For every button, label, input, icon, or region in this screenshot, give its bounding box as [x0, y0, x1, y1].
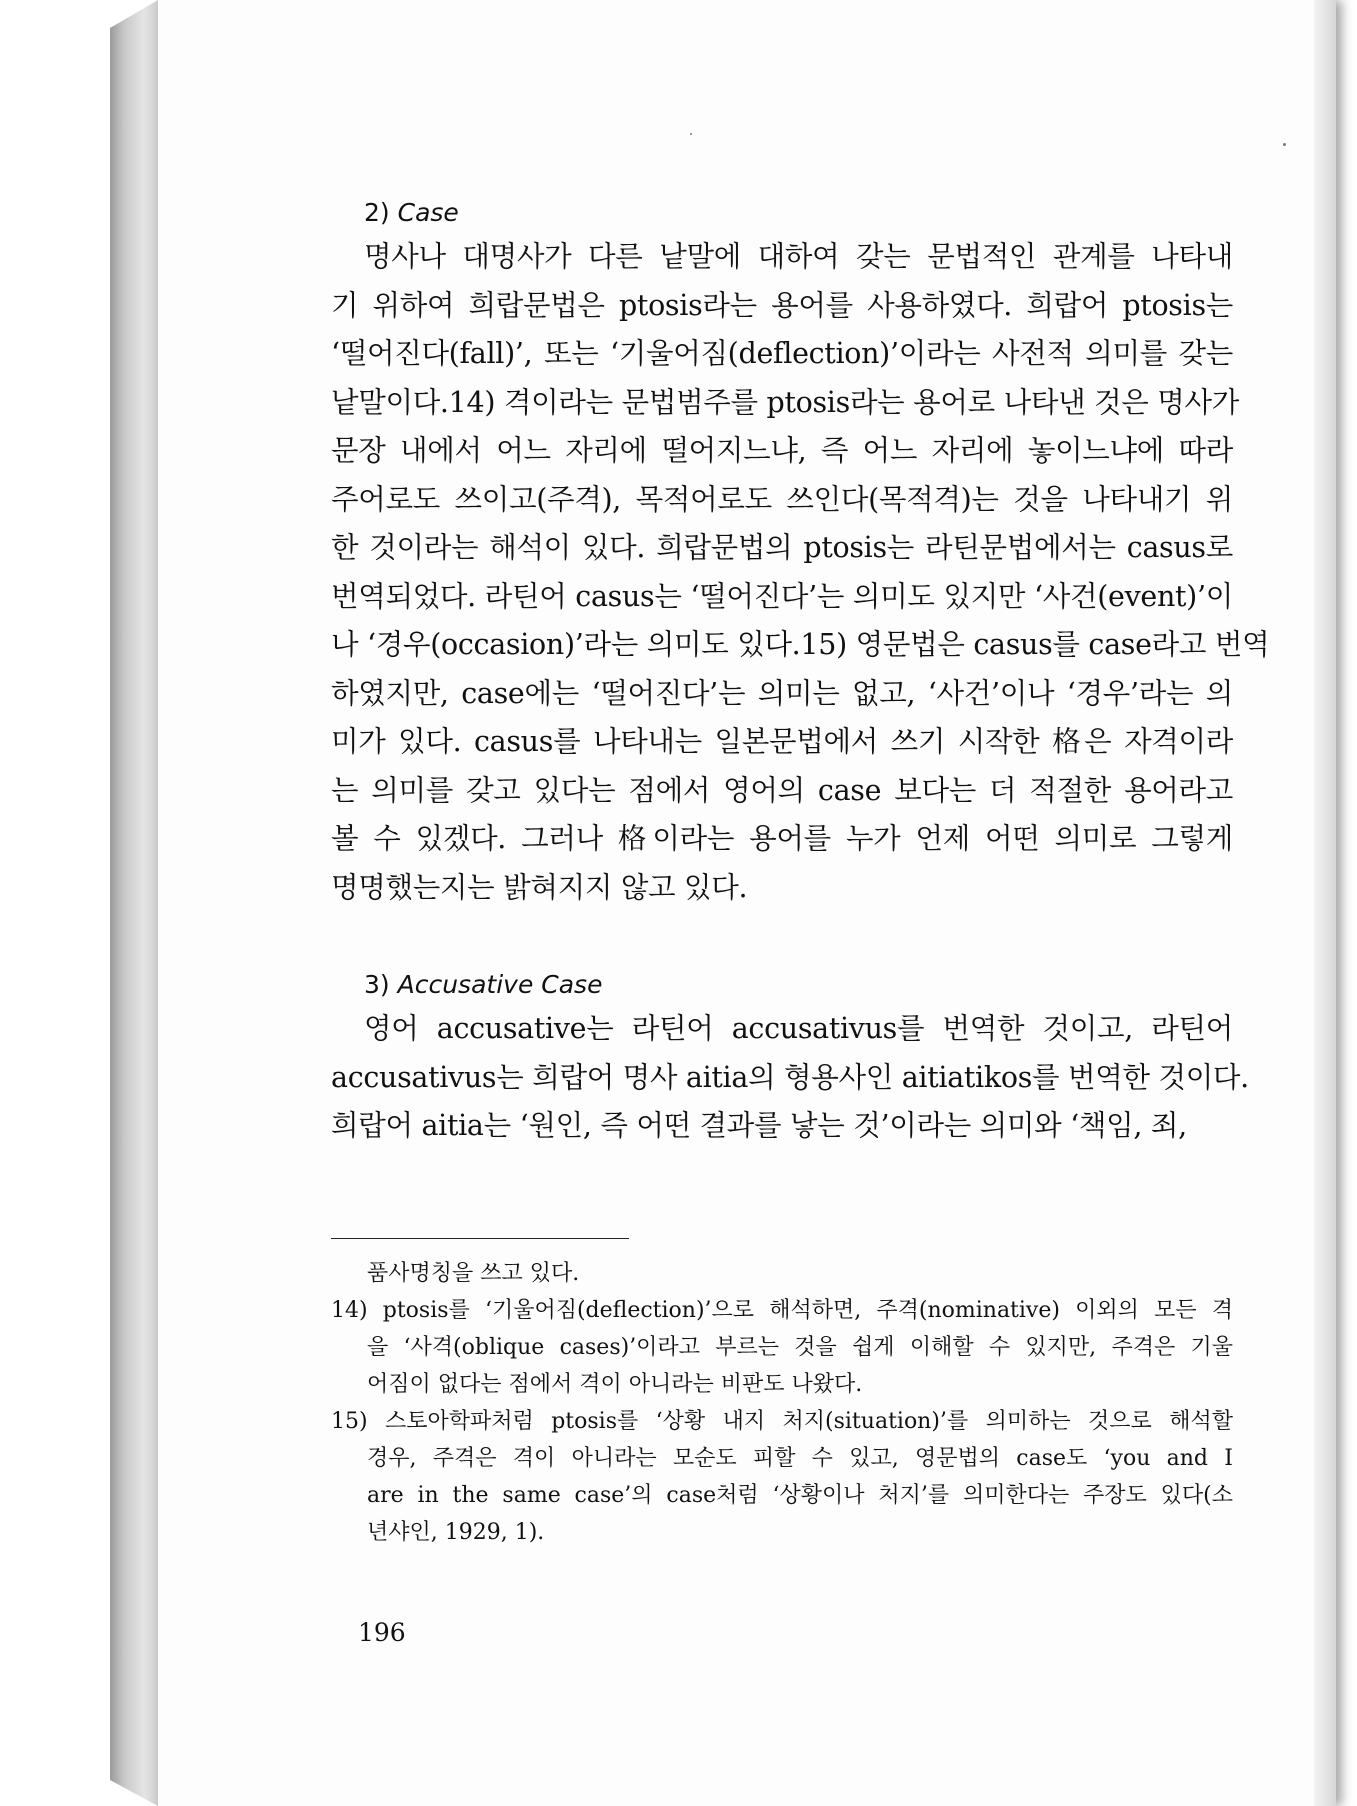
text-line: 는 의미를 갖고 있다는 점에서 영어의 case 보다는 더 적절한 용어라고 — [331, 773, 1233, 807]
book-spine — [110, 0, 158, 1806]
text-line: 한 것이라는 해석이 있다. 희랍문법의 ptosis는 라틴문법에서는 casus로 — [331, 531, 1233, 564]
page-edge — [1314, 0, 1336, 1806]
text-line: 미가 있다. casus를 나타내는 일본문법에서 쓰기 시작한 格은 자격이라 — [331, 725, 1233, 758]
paragraph-case — [331, 233, 1270, 912]
speck — [1283, 143, 1286, 146]
text-line: 경우, 주격은 격이 아니라는 모순도 피할 수 있고, 영문법의 case도 ‘you and I — [367, 1446, 1233, 1471]
text-line: are in the same case’의 case처럼 ‘상황이나 처지’를 의미한다는 주장도 있다(소 — [367, 1483, 1233, 1508]
section-number: 3) — [364, 970, 390, 999]
text-line: 문장 내에서 어느 자리에 떨어지느냐, 즉 어느 자리에 놓이느냐에 따라 — [331, 434, 1233, 467]
page-number: 196 — [358, 1618, 406, 1647]
text-line: 번역되었다. 라틴어 casus는 ‘떨어진다’는 의미도 있지만 ‘사건(event)’이 — [331, 579, 1233, 613]
text-line: accusativus는 희랍어 명사 aitia의 형용사인 aitiatikos를 번역한 것이다. — [331, 1060, 1249, 1094]
text-line: 나 ‘경우(occasion)’라는 의미도 있다.15) 영문법은 casus를 case라고 번역 — [331, 628, 1270, 661]
text-line: 년샤인, 1929, 1). — [367, 1520, 545, 1545]
footnote-14 — [331, 1292, 1233, 1403]
text-line: 을 ‘사격(oblique cases)’이라고 부르는 것을 쉽게 이해할 수 있지만, 주격은 기울 — [367, 1335, 1233, 1360]
text-line: 어짐이 없다는 점에서 격이 아니라는 비판도 나왔다. — [367, 1372, 863, 1397]
text-line: 주어로도 쓰이고(주격), 목적어로도 쓰인다(목적격)는 것을 나타내기 위 — [331, 482, 1233, 516]
section-title: Case — [397, 198, 459, 227]
text-line: 명사나 대명사가 다른 낱말에 대하여 갖는 문법적인 관계를 나타내 — [364, 240, 1233, 273]
footnote-carry: 품사명칭을 쓰고 있다. — [367, 1261, 580, 1286]
text-line: 14) ptosis를 ‘기울어짐(deflection)’으로 해석하면, 주격(nominative) 이외의 모든 격 — [331, 1298, 1233, 1323]
footnote-separator — [331, 1238, 629, 1239]
speck — [690, 133, 692, 135]
text-line: ‘떨어진다(fall)’, 또는 ‘기울어짐(deflection)’이라는 사전적 의미를 갖는 — [331, 337, 1233, 370]
page-body — [331, 198, 1270, 1151]
text-line: 15) 스토아학파처럼 ptosis를 ‘상황 내지 처지(situation)’를 의미하는 것으로 해석할 — [331, 1409, 1233, 1434]
section-heading-accusative — [364, 970, 1233, 999]
text-line: 영어 accusative는 라틴어 accusativus를 번역한 것이고, 라틴어 — [364, 1012, 1233, 1045]
footnote-15 — [331, 1403, 1233, 1551]
text-line: 하였지만, case에는 ‘떨어진다’는 의미는 없고, ‘사건’이나 ‘경우’라는 의 — [331, 676, 1233, 710]
text-line: 낱말이다.14) 격이라는 문법범주를 ptosis라는 용어로 나타낸 것은 명사가 — [331, 385, 1239, 419]
paragraph-accusative — [331, 1005, 1249, 1151]
footnotes — [331, 1255, 1233, 1551]
section-number: 2) — [364, 198, 390, 227]
section-heading-case — [364, 198, 1233, 227]
text-line: 볼 수 있겠다. 그러나 格이라는 용어를 누가 언제 어떤 의미로 그렇게 — [331, 822, 1233, 855]
text-line: 명명했는지는 밝혀지지 않고 있다. — [331, 870, 748, 904]
section-title: Accusative Case — [397, 970, 603, 999]
text-line: 희랍어 aitia는 ‘원인, 즉 어떤 결과를 낳는 것’이라는 의미와 ‘책임, 죄, — [331, 1109, 1187, 1142]
text-line: 기 위하여 희랍문법은 ptosis라는 용어를 사용하였다. 희랍어 ptosis는 — [331, 288, 1233, 322]
